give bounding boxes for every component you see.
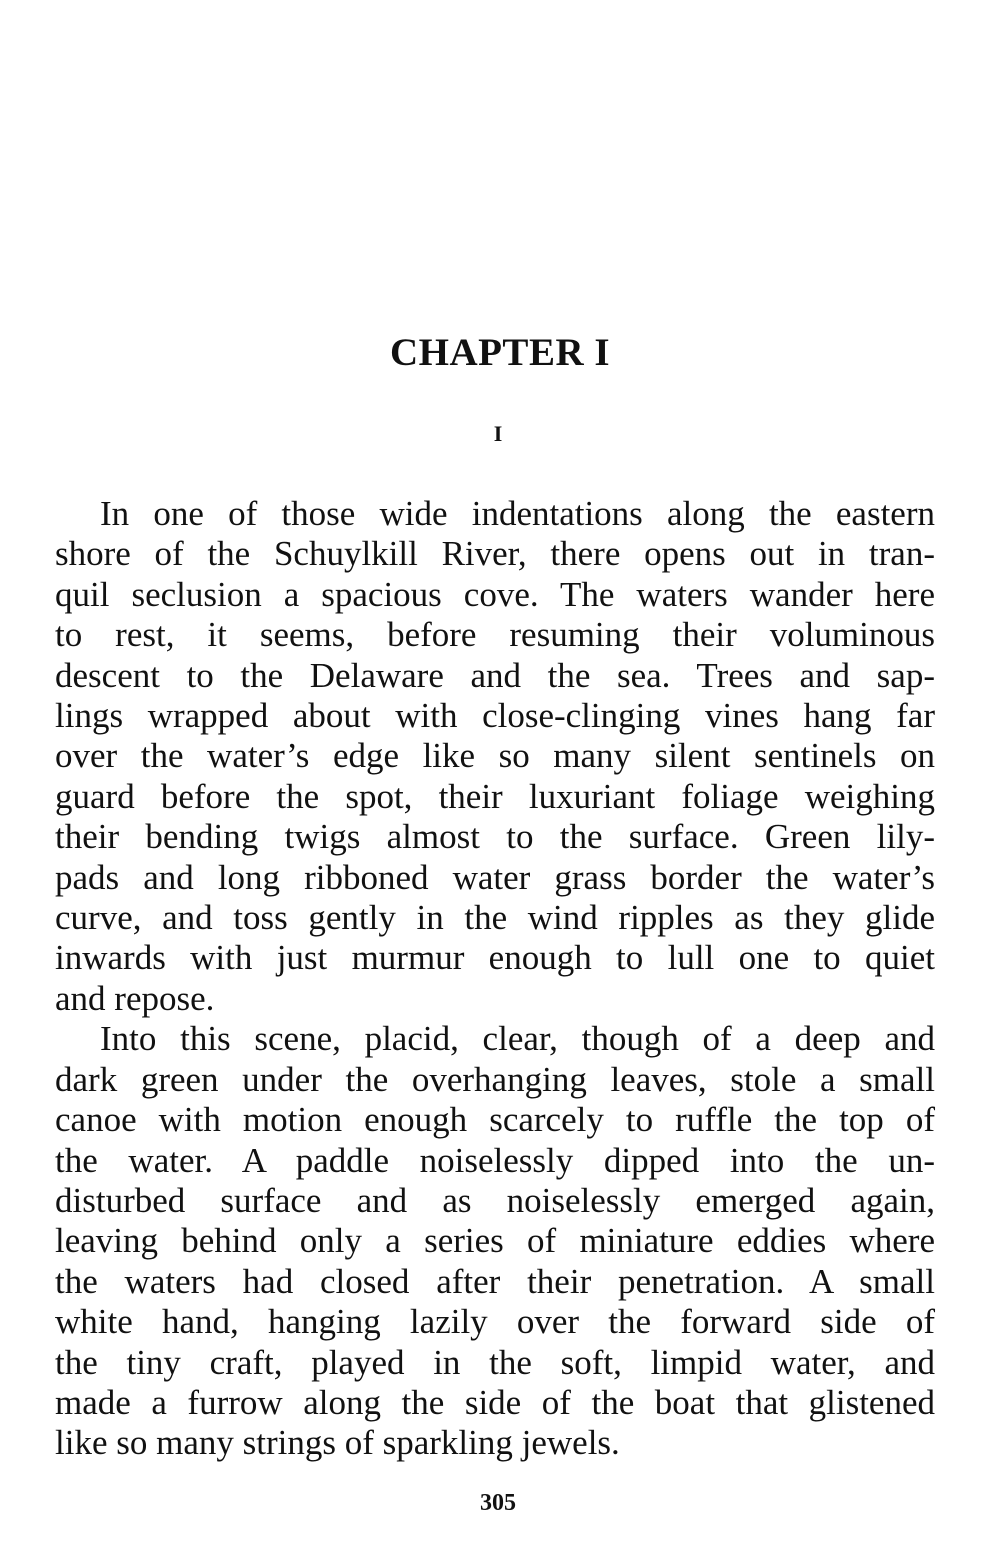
text-line: Into this scene, placid, clear, though of a deep and — [100, 1019, 935, 1059]
text-line: pads and long ribboned water grass border the water’s — [55, 857, 935, 897]
text-line: and repose. — [55, 978, 215, 1018]
text-line: dark green under the overhanging leaves, stole a small — [55, 1059, 935, 1099]
text-line: like so many strings of sparkling jewels. — [55, 1423, 620, 1463]
text-line: disturbed surface and as noiselessly emerged again, — [55, 1180, 935, 1220]
text-line: quil seclusion a spacious cove. The waters wander here — [55, 574, 935, 614]
text-line: inwards with just murmur enough to lull one to quiet — [55, 938, 935, 978]
text-line: In one of those wide indentations along the eastern — [100, 494, 935, 533]
text-line: over the water’s edge like so many silent sentinels on — [55, 736, 935, 776]
text-line: made a furrow along the side of the boat that glistened — [55, 1382, 935, 1422]
text-line: canoe with motion enough scarcely to ruffle the top of — [55, 1100, 935, 1140]
text-line: the water. A paddle noiselessly dipped into the un- — [55, 1140, 935, 1180]
text-line: to rest, it seems, before resuming their voluminous — [55, 615, 935, 655]
body-text — [55, 494, 935, 1464]
page-number: 305 — [480, 1490, 516, 1516]
text-line: white hand, hanging lazily over the forward side of — [55, 1302, 935, 1342]
chapter-title: CHAPTER I — [389, 331, 611, 374]
paragraph-2 — [55, 1019, 935, 1463]
text-line: the waters had closed after their penetration. A small — [55, 1261, 935, 1301]
text-line: lings wrapped about with close-clinging vines hang far — [55, 696, 935, 736]
text-line: their bending twigs almost to the surface. Green lily- — [55, 817, 935, 857]
paragraph-1 — [55, 494, 935, 1019]
text-line: guard before the spot, their luxuriant foliage weighing — [55, 776, 935, 816]
text-line: leaving behind only a series of miniature eddies where — [55, 1221, 935, 1261]
text-line: the tiny craft, played in the soft, limpid water, and — [55, 1342, 935, 1382]
text-line: curve, and toss gently in the wind ripples as they glide — [55, 898, 935, 938]
section-number: I — [493, 421, 503, 446]
text-line: shore of the Schuylkill River, there opens out in tran- — [55, 534, 935, 574]
text-line: descent to the Delaware and the sea. Trees and sap- — [55, 655, 935, 695]
